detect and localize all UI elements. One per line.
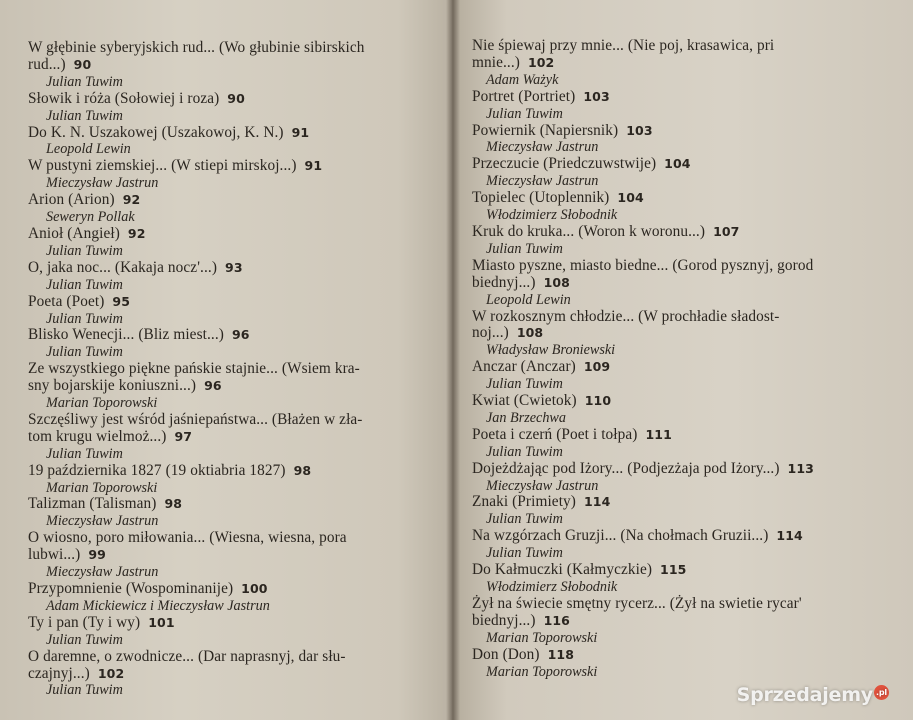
entry-title: tom krugu wielmoż...)	[28, 427, 167, 445]
toc-entry	[28, 192, 434, 226]
entry-translator: Julian Tuwim	[486, 376, 563, 393]
entry-page-number: 97	[174, 428, 193, 444]
entry-title: W pustyni ziemskiej... (W stiepi mirskoj...)	[28, 157, 297, 175]
entry-page-number: 111	[645, 426, 672, 442]
entry-title: Przypomnienie (Wospominanije)	[28, 580, 234, 597]
toc-entry	[28, 226, 434, 260]
entry-page-number: 108	[516, 325, 544, 341]
toc-entry-title-line	[472, 258, 889, 275]
entry-translator: Julian Tuwim	[486, 443, 563, 460]
entry-title: O, jaka noc... (Kakaja nocz'...)	[28, 258, 218, 276]
toc-entry-title-line	[472, 190, 889, 207]
entry-translator: Mieczysław Jastrun	[486, 173, 599, 190]
entry-title: Ty i pan (Ty i wy)	[28, 613, 141, 631]
toc-entry	[472, 461, 889, 495]
entry-title: Miasto pyszne, miasto biedne... (Gorod pysznyj, gorod	[472, 256, 814, 274]
entry-translator: Marian Toporowski	[46, 395, 158, 412]
entry-title: Żył na świecie smętny rycerz... (Żył na swietie rycar'	[472, 594, 802, 612]
book-gutter	[446, 0, 460, 720]
entry-title: Do K. N. Uszakowej (Uszakowoj, K. N.)	[28, 123, 284, 141]
entry-translator: Julian Tuwim	[46, 276, 123, 293]
toc-entry-title-line	[472, 359, 889, 376]
toc-entry-title-line	[472, 427, 889, 444]
toc-entry-title-line	[28, 192, 434, 209]
entry-translator: Mieczysław Jastrun	[46, 175, 159, 192]
entry-title: O wiosno, poro miłowania... (Wiesna, wiesna, pora	[28, 529, 347, 547]
toc-entry	[28, 361, 434, 412]
toc-entry-title-line	[472, 156, 889, 173]
toc-entry-title-line	[472, 275, 889, 292]
entry-title: lubwi...)	[28, 546, 81, 564]
toc-entry-title-line	[28, 361, 434, 378]
entry-page-number: 96	[231, 327, 250, 343]
toc-entry-title-line	[28, 158, 434, 175]
entry-translator: Mieczysław Jastrun	[46, 564, 159, 581]
entry-title: Anioł (Angieł)	[28, 224, 120, 242]
toc-entry	[472, 647, 889, 681]
toc-entry-title-line	[472, 309, 889, 326]
toc-entry	[472, 156, 889, 190]
entry-title: mnie...)	[472, 53, 520, 71]
entry-title: Przeczucie (Priedczuwstwije)	[472, 155, 657, 173]
entry-translator: Mieczysław Jastrun	[486, 477, 599, 494]
toc-entry-title-line	[472, 123, 889, 140]
entry-title: W głębinie syberyjskich rud... (Wo głubinie sibirskich	[28, 39, 365, 56]
toc-entry	[472, 359, 889, 393]
left-page	[0, 0, 452, 720]
entry-page-number: 92	[127, 225, 146, 241]
entry-title: Poeta (Poet)	[28, 292, 105, 310]
toc-entry	[472, 528, 889, 562]
entry-translator: Seweryn Pollak	[46, 209, 135, 226]
entry-translator: Julian Tuwim	[46, 107, 123, 124]
entry-translator: Julian Tuwim	[46, 310, 123, 327]
toc-entry	[28, 125, 434, 159]
toc-entry-title-line	[28, 226, 434, 243]
toc-entry-title-line	[28, 429, 434, 446]
toc-entry-title-line	[472, 325, 889, 342]
entry-page-number: 90	[73, 56, 92, 72]
toc-entry	[28, 412, 434, 463]
toc-entry-title-line	[472, 38, 889, 55]
toc-entry	[472, 258, 889, 309]
toc-entry-title-line	[472, 613, 889, 630]
toc-entry-title-line	[472, 224, 889, 241]
entry-translator: Władysław Broniewski	[486, 342, 616, 359]
entry-page-number: 109	[583, 359, 611, 375]
entry-page-number: 101	[148, 614, 175, 630]
toc-entry	[28, 463, 434, 497]
toc-entry-title-line	[28, 327, 434, 344]
toc-entry	[472, 38, 889, 89]
entry-title: Don (Don)	[472, 645, 540, 663]
entry-page-number: 102	[97, 665, 125, 681]
toc-entry-title-line	[472, 528, 889, 545]
entry-title: Topielec (Utoplennik)	[472, 189, 610, 207]
entry-translator: Julian Tuwim	[486, 105, 563, 122]
entry-title: Powiernik (Napiersnik)	[472, 121, 619, 139]
entry-page-number: 92	[122, 192, 141, 208]
entry-page-number: 113	[787, 460, 814, 476]
toc-entry-title-line	[28, 547, 434, 564]
toc-entry	[472, 224, 889, 258]
entry-title: sny bojarskije koniuszni...)	[28, 377, 197, 395]
entry-page-number: 100	[241, 581, 268, 596]
entry-page-number: 96	[204, 378, 222, 394]
entry-page-number: 104	[664, 156, 691, 172]
entry-translator: Julian Tuwim	[46, 73, 123, 90]
toc-entry-title-line	[472, 393, 889, 410]
right-page-contents-list	[472, 38, 889, 680]
entry-title: Talizman (Talisman)	[28, 495, 157, 513]
toc-entry-title-line	[28, 40, 434, 57]
entry-title: Ze wszystkiego piękne pańskie stajnie... (Wsiem kra-	[28, 360, 360, 378]
toc-entry	[28, 158, 434, 192]
entry-page-number: 103	[583, 88, 610, 104]
toc-entry-title-line	[472, 647, 889, 664]
toc-entry	[472, 596, 889, 647]
entry-title: Dojeżdżając pod Iżory... (Podjezżaja pod Iżory...)	[472, 459, 780, 477]
entry-title: Nie śpiewaj przy mnie... (Nie poj, krasawica, pri	[472, 37, 775, 54]
entry-title: Poeta i czerń (Poet i tołpa)	[472, 425, 638, 443]
entry-title: Znaki (Primiety)	[472, 493, 576, 511]
toc-entry-title-line	[28, 294, 434, 311]
entry-title: Arion (Arion)	[28, 191, 115, 209]
entry-title: biednyj...)	[472, 273, 536, 291]
toc-entry	[28, 40, 434, 91]
toc-entry-title-line	[28, 125, 434, 142]
toc-entry	[28, 91, 434, 125]
entry-title: Szczęśliwy jest wśród jaśniepaństwa... (Błażen w zła-	[28, 410, 363, 428]
toc-entry	[28, 294, 434, 328]
entry-page-number: 114	[583, 494, 611, 510]
entry-page-number: 118	[547, 646, 575, 662]
toc-entry	[472, 494, 889, 528]
entry-page-number: 103	[626, 122, 653, 138]
entry-page-number: 98	[293, 462, 312, 478]
toc-entry-title-line	[472, 562, 889, 579]
entry-translator: Mieczysław Jastrun	[486, 139, 599, 156]
entry-translator: Marian Toporowski	[46, 479, 158, 496]
toc-entry	[28, 260, 434, 294]
entry-title: O daremne, o zwodnicze... (Dar naprasnyj, dar słu-	[28, 647, 346, 665]
watermark-logo	[737, 684, 889, 706]
entry-title: Słowik i róża (Sołowiej i roza)	[28, 89, 220, 107]
toc-entry-title-line	[472, 89, 889, 106]
entry-translator: Julian Tuwim	[46, 682, 123, 699]
toc-entry	[472, 89, 889, 123]
toc-entry-title-line	[28, 649, 434, 666]
entry-page-number: 91	[304, 158, 323, 174]
entry-title: W rozkosznym chłodzie... (W prochładie sładost-	[472, 307, 780, 325]
entry-title: Anczar (Anczar)	[472, 358, 576, 376]
entry-translator: Włodzimierz Słobodnik	[486, 579, 618, 595]
entry-page-number: 99	[88, 547, 106, 563]
right-page	[452, 0, 913, 720]
toc-entry-title-line	[28, 463, 434, 480]
toc-entry-title-line	[28, 412, 434, 429]
entry-page-number: 98	[164, 496, 183, 512]
entry-title: rud...)	[28, 55, 66, 73]
entry-page-number: 93	[225, 259, 243, 275]
entry-page-number: 116	[543, 612, 570, 628]
toc-entry	[472, 123, 889, 157]
toc-entry	[472, 309, 889, 360]
toc-entry	[28, 581, 434, 615]
entry-translator: Julian Tuwim	[46, 344, 123, 361]
entry-translator: Julian Tuwim	[46, 242, 123, 259]
entry-page-number: 95	[112, 293, 131, 309]
entry-title: Portret (Portriet)	[472, 87, 576, 105]
left-page-contents-list	[28, 40, 434, 699]
entry-page-number: 102	[527, 54, 555, 70]
toc-entry	[472, 190, 889, 224]
toc-entry-title-line	[472, 55, 889, 72]
entry-title: 19 października 1827 (19 oktiabria 1827)	[28, 461, 286, 479]
entry-translator: Julian Tuwim	[486, 240, 563, 257]
entry-translator: Marian Toporowski	[486, 629, 598, 646]
toc-entry-title-line	[472, 596, 889, 613]
entry-page-number: 90	[227, 90, 245, 106]
toc-entry-title-line	[472, 494, 889, 511]
toc-entry	[28, 496, 434, 530]
entry-translator: Julian Tuwim	[46, 445, 123, 462]
watermark-brand: Sprzedajemy	[736, 684, 873, 706]
toc-entry-title-line	[28, 91, 434, 108]
toc-entry	[472, 427, 889, 461]
entry-translator: Julian Tuwim	[486, 511, 563, 528]
entry-page-number: 107	[713, 223, 740, 239]
entry-translator: Adam Ważyk	[486, 71, 559, 88]
entry-page-number: 110	[584, 393, 612, 409]
entry-title: Kwiat (Cwietok)	[472, 392, 577, 410]
toc-entry-title-line	[28, 666, 434, 683]
entry-page-number: 91	[291, 124, 310, 140]
entry-page-number: 104	[617, 190, 644, 206]
entry-translator: Leopold Lewin	[486, 291, 571, 308]
toc-entry	[28, 530, 434, 581]
toc-entry	[472, 562, 889, 596]
entry-translator: Włodzimierz Słobodnik	[486, 207, 618, 224]
entry-page-number: 114	[776, 528, 803, 544]
toc-entry-title-line	[28, 57, 434, 74]
toc-entry-title-line	[472, 461, 889, 478]
entry-translator: Julian Tuwim	[46, 631, 123, 648]
toc-entry	[28, 649, 434, 700]
entry-translator: Leopold Lewin	[46, 141, 131, 158]
entry-translator: Adam Mickiewicz i Mieczysław Jastrun	[46, 597, 270, 614]
entry-translator: Jan Brzechwa	[486, 409, 566, 426]
entry-title: biednyj...)	[472, 611, 536, 629]
entry-translator: Julian Tuwim	[486, 545, 563, 562]
toc-entry-title-line	[28, 496, 434, 513]
entry-title: noj...)	[472, 324, 509, 342]
entry-title: Blisko Wenecji... (Bliz miest...)	[28, 326, 224, 344]
entry-title: czajnyj...)	[28, 664, 90, 682]
entry-title: Na wzgórzach Gruzji... (Na chołmach Gruzii...)	[472, 527, 769, 545]
toc-entry	[28, 615, 434, 649]
toc-entry	[472, 393, 889, 427]
toc-entry-title-line	[28, 378, 434, 395]
entry-page-number: 108	[543, 274, 570, 290]
toc-entry-title-line	[28, 260, 434, 277]
toc-entry-title-line	[28, 530, 434, 547]
toc-entry-title-line	[28, 581, 434, 598]
toc-entry-title-line	[28, 615, 434, 632]
entry-translator: Mieczysław Jastrun	[46, 513, 159, 530]
entry-translator: Marian Toporowski	[486, 663, 598, 680]
entry-title: Kruk do kruka... (Woron k woronu...)	[472, 222, 706, 240]
entry-page-number: 115	[660, 562, 687, 578]
watermark-suffix: .pl	[874, 685, 889, 700]
toc-entry	[28, 327, 434, 361]
entry-title: Do Kałmuczki (Kałmyczkie)	[472, 561, 653, 579]
